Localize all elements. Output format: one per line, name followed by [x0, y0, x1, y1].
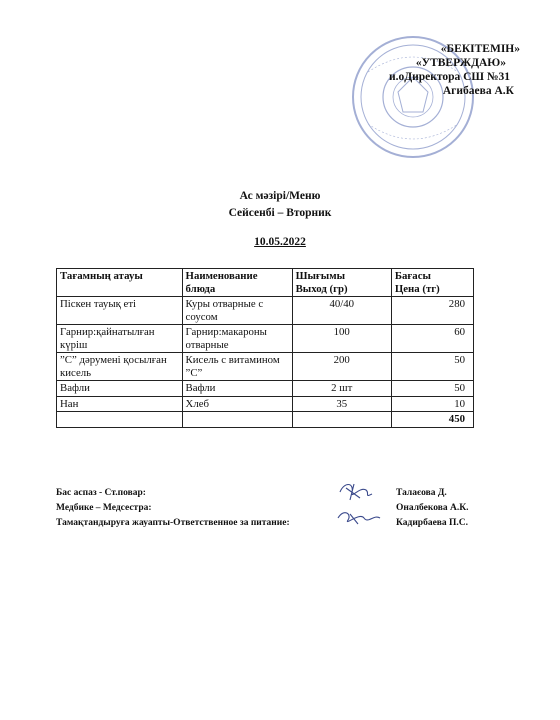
table-header-row [57, 269, 474, 297]
signature-name-nurse: Оналбекова А.К. [396, 503, 469, 513]
table-row [57, 353, 474, 381]
cell-price: 50 [391, 353, 473, 381]
approval-position: и.оДиректора СШ №31 [388, 71, 510, 83]
table-row [57, 396, 474, 412]
header-ru-name: Наименование блюда [182, 269, 292, 297]
cell-ru: Кисель с витамином ”С” [182, 353, 292, 381]
cell-ru: Куры отварные с соусом [182, 297, 292, 325]
cell-price: 10 [391, 396, 473, 412]
table-row [57, 297, 474, 325]
cell-kz: Нан [57, 396, 183, 412]
table-row [57, 381, 474, 397]
signature-role-nurse: Медбике – Медсестра: [56, 503, 152, 513]
cell-yield: 2 шт [292, 381, 391, 397]
cell-price: 280 [391, 297, 473, 325]
cell-kz: ”С” дәрумені қосылған кисель [57, 353, 183, 381]
header-price: Бағасы Цена (тг) [391, 269, 473, 297]
cell-yield: 100 [292, 325, 391, 353]
menu-title: Ас мәзірі/Меню [239, 190, 321, 202]
approval-block [330, 42, 520, 98]
signature-name-responsible: Кадирбаева П.С. [396, 518, 469, 528]
signature-role-chef: Бас аспаз - Ст.повар: [56, 488, 146, 498]
cell-kz: Гарнир:қайнатылған күріш [57, 325, 183, 353]
approval-signer: Агибаева А.К [442, 85, 514, 97]
cell-ru: Вафли [182, 381, 292, 397]
menu-day: Сейсенбі – Вторник [228, 207, 332, 219]
signature-name-chef: Талаєова Д. [396, 488, 447, 498]
handwritten-signatures [330, 478, 390, 533]
table-row [57, 325, 474, 353]
cell-total: 450 [391, 412, 473, 428]
cell-kz: Вафли [57, 381, 183, 397]
cell-yield: 40/40 [292, 297, 391, 325]
table-total-row [57, 412, 474, 428]
signature-role-responsible: Тамақтандыруға жауапты-Ответственное за питание: [56, 518, 290, 528]
cell-yield: 35 [292, 396, 391, 412]
cell-price: 60 [391, 325, 473, 353]
cell-kz: Піскен тауық еті [57, 297, 183, 325]
menu-date: 10.05.2022 [254, 236, 306, 248]
cell-price: 50 [391, 381, 473, 397]
cell-yield: 200 [292, 353, 391, 381]
cell-ru: Хлеб [182, 396, 292, 412]
header-yield: Шығымы Выход (гр) [292, 269, 391, 297]
menu-table [56, 268, 474, 428]
approval-line-ru: «УТВЕРЖДАЮ» [415, 57, 506, 69]
header-kz-name: Тағамның атауы [57, 269, 183, 297]
approval-line-kz: «БЕКІТЕМІН» [440, 43, 520, 55]
cell-ru: Гарнир:макароны отварные [182, 325, 292, 353]
